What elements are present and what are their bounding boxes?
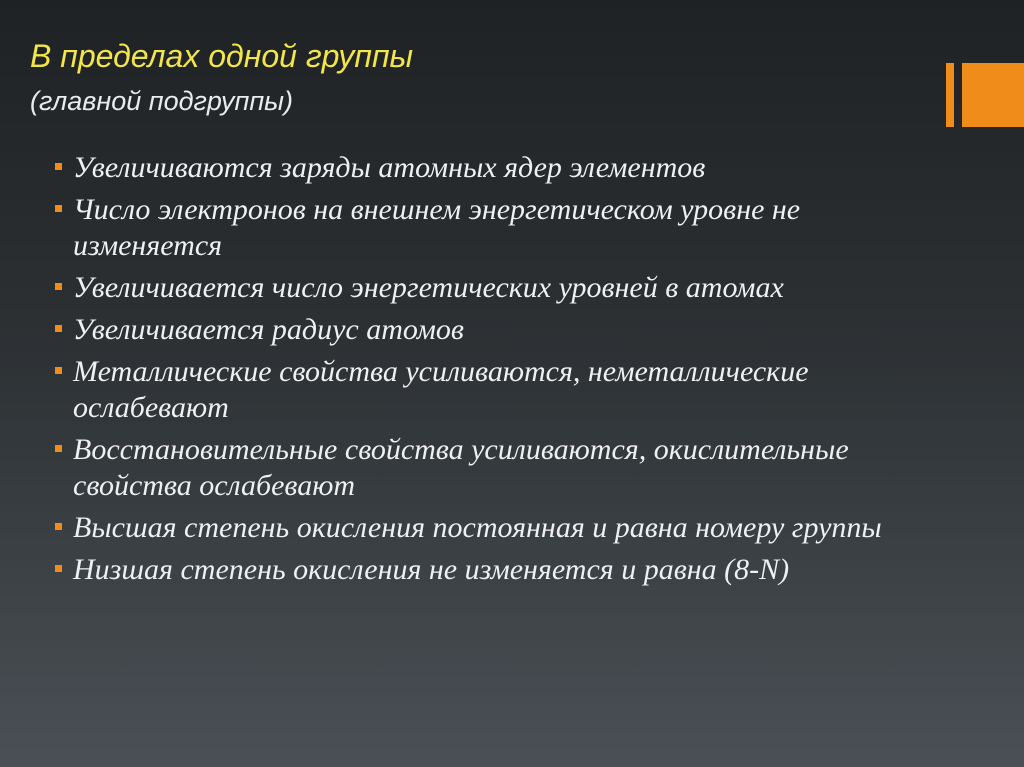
slide-subtitle: (главной подгруппы) <box>30 86 294 116</box>
bullet-item <box>55 510 955 546</box>
bullet-square-icon <box>55 523 62 530</box>
bullet-square-icon <box>55 367 62 374</box>
bullet-text: Высшая степень окисления постоянная и равна номеру группы <box>73 511 882 544</box>
bullet-text: Увеличивается число энергетических уровней в атомах <box>73 271 784 304</box>
bullet-square-icon <box>55 445 62 452</box>
accent-bar-thin <box>946 63 954 127</box>
bullet-square-icon <box>55 565 62 572</box>
bullet-text: Металлические свойства усиливаются, неметаллические ослабевают <box>73 355 809 424</box>
bullet-text: Низшая степень окисления не изменяется и равна (8-N) <box>73 553 790 586</box>
bullet-text: Число электронов на внешнем энергетическом уровне не изменяется <box>73 193 801 262</box>
bullet-square-icon <box>55 325 62 332</box>
bullet-item <box>55 270 955 306</box>
bullet-item <box>55 192 955 264</box>
bullet-item <box>55 150 955 186</box>
bullet-text: Восстановительные свойства усиливаются, окислительные свойства ослабевают <box>73 433 849 502</box>
bullet-item <box>55 552 955 588</box>
bullet-item <box>55 432 955 504</box>
bullet-square-icon <box>55 163 62 170</box>
bullet-text: Увеличиваются заряды атомных ядер элементов <box>73 151 706 184</box>
bullet-square-icon <box>55 283 62 290</box>
bullet-text: Увеличивается радиус атомов <box>73 313 464 346</box>
bullet-item <box>55 354 955 426</box>
bullet-item <box>55 312 955 348</box>
accent-bar-thick <box>962 63 1024 127</box>
slide-title: В пределах одной группы <box>30 38 414 74</box>
bullet-list <box>55 150 955 594</box>
bullet-square-icon <box>55 205 62 212</box>
